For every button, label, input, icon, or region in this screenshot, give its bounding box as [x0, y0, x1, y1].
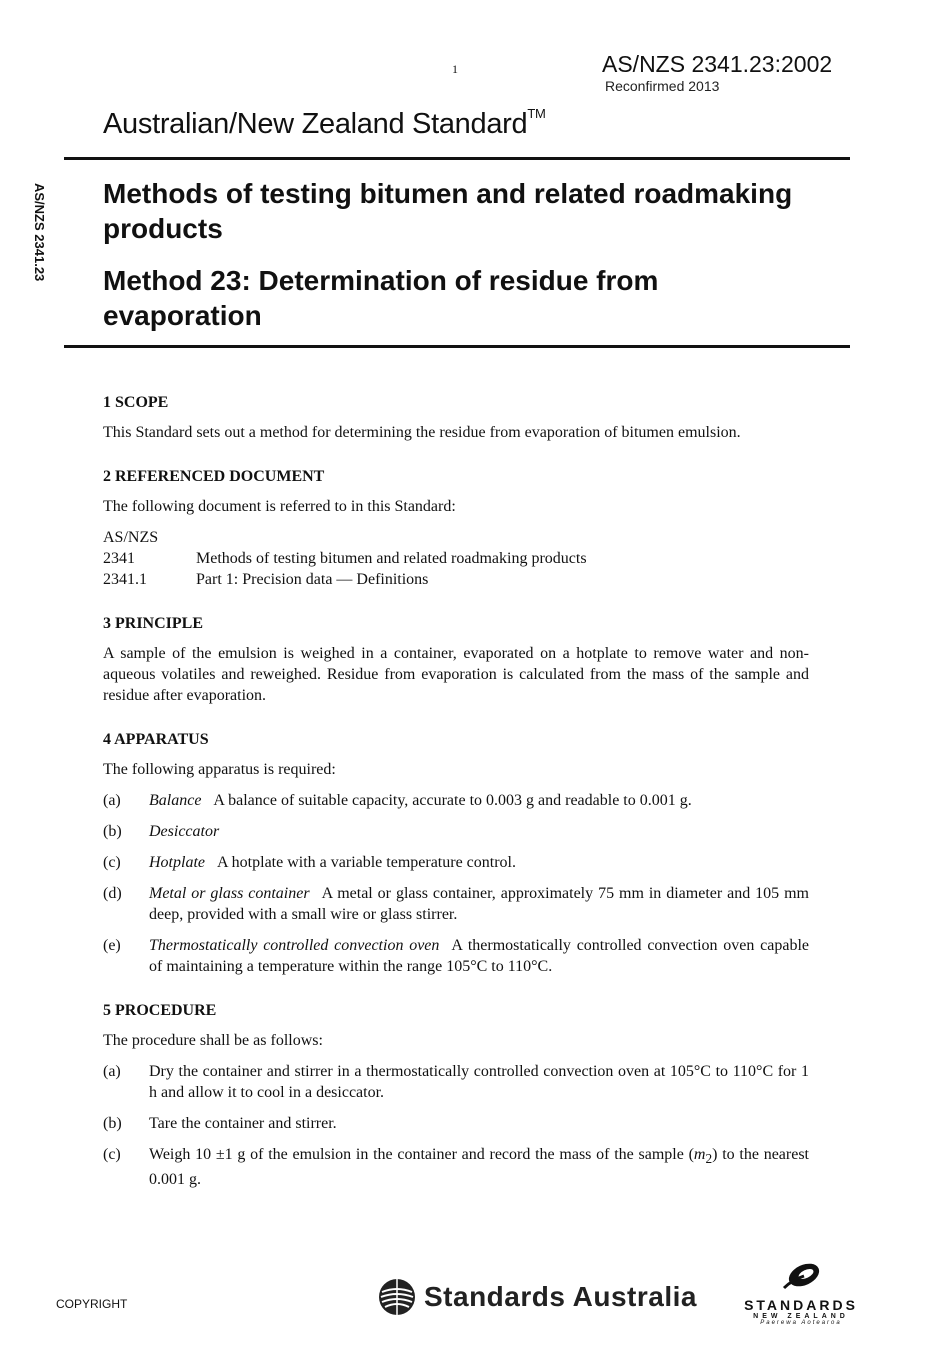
- step-text-before: Weigh 10 ±1 g of the emulsion in the container and record the mass of the sample (: [149, 1146, 694, 1163]
- top-rule: [64, 157, 850, 160]
- apparatus-item: [103, 790, 809, 811]
- standards-australia-text: Standards Australia: [424, 1281, 697, 1312]
- document-body: [103, 392, 809, 1200]
- procedure-intro: The procedure shall be as follows:: [103, 1032, 323, 1049]
- mass-subscript: 2: [705, 1151, 713, 1167]
- step-text: [149, 1144, 809, 1190]
- item-text: A thermostatically controlled convection oven capable of maintaining a temperature within the range 105°C to 110°C.: [149, 937, 809, 975]
- trademark-mark: TM: [527, 106, 546, 122]
- step-label: (b): [103, 1115, 122, 1132]
- item-label: (a): [103, 792, 121, 809]
- reference-title: Methods of testing bitumen and related roadmaking products: [196, 550, 587, 567]
- reference-code: 2341.1: [103, 571, 147, 588]
- item-term: Balance: [149, 792, 202, 809]
- step-label: (c): [103, 1146, 121, 1163]
- item-term: Thermostatically controlled convection oven: [149, 937, 440, 954]
- standard-number: AS/NZS 2341.23:2002: [602, 51, 833, 77]
- reconfirmed-note: Reconfirmed 2013: [605, 78, 720, 94]
- title-rule: [64, 345, 850, 348]
- page-number: 1: [452, 62, 458, 76]
- procedure-step: [103, 1113, 809, 1134]
- reference-org: AS/NZS: [103, 529, 159, 546]
- item-label: (d): [103, 885, 122, 902]
- reference-row: [103, 569, 809, 590]
- apparatus-item: [103, 821, 809, 842]
- item-body: [149, 852, 809, 873]
- standard-type-heading: [103, 108, 546, 141]
- item-body: [149, 883, 809, 925]
- mass-variable: m: [693, 1146, 706, 1163]
- standard-type-text: Australian/New Zealand Standard: [103, 108, 528, 140]
- item-text: A balance of suitable capacity, accurate to 0.003 g and readable to 0.001 g.: [213, 792, 692, 809]
- item-body: [149, 790, 809, 811]
- procedure-step: [103, 1144, 809, 1190]
- apparatus-item: [103, 852, 809, 873]
- section-heading-procedure: 5 PROCEDURE: [103, 1002, 217, 1019]
- step-text: Tare the container and stirrer.: [149, 1115, 337, 1132]
- reference-code: 2341: [103, 550, 135, 567]
- item-term: Hotplate: [149, 854, 205, 871]
- section-heading-principle: 3 PRINCIPLE: [103, 615, 204, 632]
- copyright-notice: COPYRIGHT: [56, 1297, 128, 1311]
- snz-sub-text: NEW ZEALAND: [753, 1313, 849, 1320]
- references-intro: The following document is referred to in this Standard:: [103, 498, 456, 515]
- document-title: Methods of testing bitumen and related roadmaking products: [103, 178, 793, 244]
- reference-list: [103, 527, 809, 590]
- section-heading-apparatus: 4 APPARATUS: [103, 731, 209, 748]
- section-heading-references: 2 REFERENCED DOCUMENT: [103, 468, 325, 485]
- section-heading-scope: 1 SCOPE: [103, 394, 169, 411]
- item-body: [149, 935, 809, 977]
- standards-australia-emblem-icon: [378, 1278, 416, 1316]
- procedure-step: [103, 1061, 809, 1103]
- side-label: AS/NZS 2341.23: [32, 183, 47, 282]
- item-label: (e): [103, 937, 121, 954]
- reference-row: [103, 548, 809, 569]
- standards-nz-emblem-icon: [778, 1262, 824, 1290]
- item-term: Desiccator: [149, 823, 220, 840]
- item-text: A metal or glass container, approximately 75 mm in diameter and 105 mm deep, provided with a small wire or glass stirrer.: [149, 885, 810, 923]
- step-text: Dry the container and stirrer in a thermostatically controlled convection oven at 105°C to 110°C for 1 h and allow it to cool in a desiccator.: [149, 1063, 809, 1101]
- apparatus-item: [103, 883, 809, 925]
- apparatus-item: [103, 935, 809, 977]
- item-body: [149, 821, 809, 842]
- apparatus-intro: The following apparatus is required:: [103, 761, 336, 778]
- item-text: A hotplate with a variable temperature control.: [217, 854, 516, 871]
- method-title: Method 23: Determination of residue from evaporation: [103, 265, 659, 331]
- standards-new-zealand-logo: [740, 1262, 862, 1326]
- scope-text: This Standard sets out a method for determining the residue from evaporation of bitumen emulsion.: [103, 424, 741, 441]
- snz-main-text: STANDARDS: [744, 1297, 858, 1313]
- item-term: Metal or glass container: [149, 885, 310, 902]
- item-label: (c): [103, 854, 121, 871]
- standards-australia-logo: [378, 1278, 697, 1316]
- reference-title: Part 1: Precision data — Definitions: [196, 571, 429, 588]
- principle-text: A sample of the emulsion is weighed in a container, evaporated on a hotplate to remove water and non-aqueous volatiles and reweighed. Residue from evaporation is calculated from the mass of the sample and residue after evaporation.: [103, 645, 809, 704]
- item-label: (b): [103, 823, 122, 840]
- snz-maori-text: Paerewa Aotearoa: [760, 1320, 842, 1326]
- step-text-after: ) to the nearest 0.001 g.: [149, 1146, 810, 1189]
- step-label: (a): [103, 1063, 121, 1080]
